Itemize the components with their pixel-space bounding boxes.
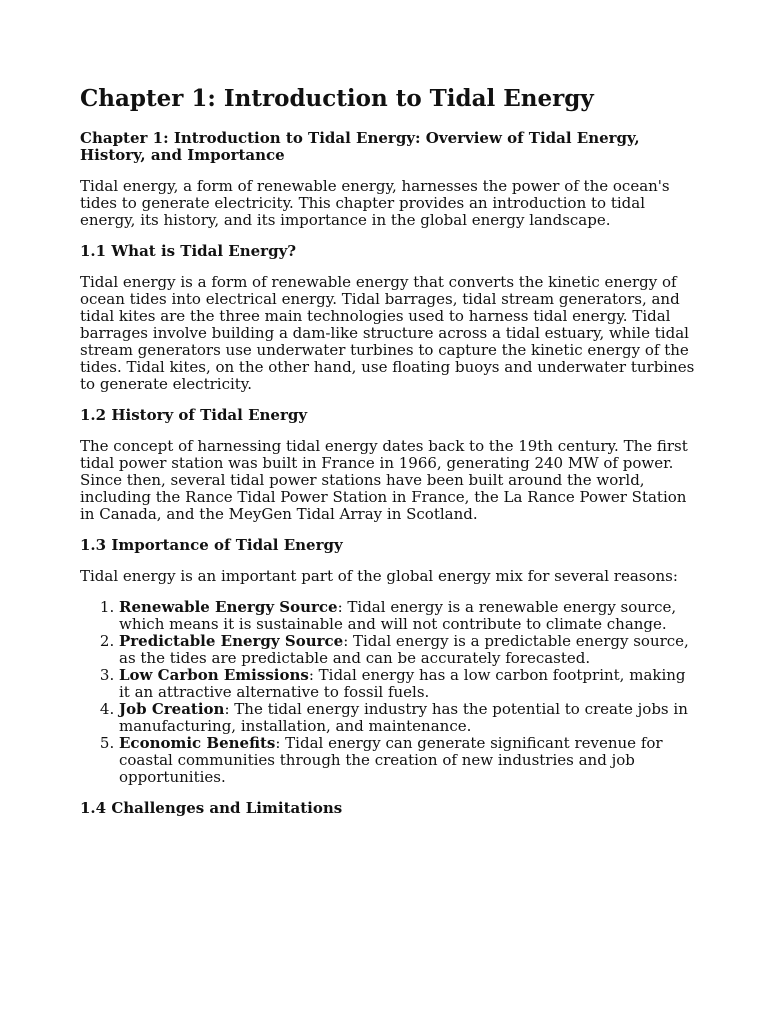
list-item-term: Job Creation [119, 700, 225, 718]
list-item-term: Renewable Energy Source [119, 598, 338, 616]
list-item [119, 735, 698, 786]
section-body-importance: Tidal energy is an important part of the global energy mix for several reasons: [80, 567, 678, 585]
list-item-term: Economic Benefits [119, 734, 276, 752]
chapter-subtitle: Chapter 1: Introduction to Tidal Energy: Overview of Tidal Energy, History, and Importance [80, 129, 640, 164]
list-item [119, 667, 698, 701]
section-heading-importance: 1.3 Importance of Tidal Energy [80, 536, 343, 554]
list-item-term: Predictable Energy Source [119, 632, 344, 650]
list-item-text: : Tidal energy has a low carbon footprint, making it an attractive alternative to fossil fuels. [119, 666, 686, 701]
list-item-text: : Tidal energy can generate significant revenue for coastal communities through the creation of new industries and job opportunities. [119, 734, 663, 786]
chapter-title: Chapter 1: Introduction to Tidal Energy [80, 85, 594, 112]
intro-paragraph: Tidal energy, a form of renewable energy, harnesses the power of the ocean's tides to generate electricity. This chapter provides an introduction to tidal energy, its history, and its importance in the global energy landscape. [80, 177, 670, 229]
list-item-term: Low Carbon Emissions [119, 666, 309, 684]
list-item [119, 701, 698, 735]
section-body-what-is: Tidal energy is a form of renewable energy that converts the kinetic energy of ocean tides into electrical energy. Tidal barrages, tidal stream generators, and tidal kites are the three main technologies used to harness tidal energy. Tidal barrages involve building a dam-like structure across a tidal estuary, while tidal stream generators use underwater turbines to capture the kinetic energy of the tides. Tidal kites, on the other hand, use floating buoys and underwater turbines to generate electricity. [80, 273, 695, 393]
list-item-text: : Tidal energy is a renewable energy source, which means it is sustainable and will not contribute to climate change. [119, 598, 677, 633]
list-item-text: : Tidal energy is a predictable energy source, as the tides are predictable and can be accurately forecasted. [119, 632, 689, 667]
list-item [119, 599, 698, 633]
section-heading-what-is: 1.1 What is Tidal Energy? [80, 242, 297, 260]
list-item [119, 633, 698, 667]
section-body-history: The concept of harnessing tidal energy dates back to the 19th century. The first tidal power station was built in France in 1966, generating 240 MW of power. Since then, several tidal power stations have been built around the world, including the Rance Tidal Power Station in France, the La Rance Power Station in Canada, and the MeyGen Tidal Array in Scotland. [80, 437, 688, 523]
section-heading-challenges: 1.4 Challenges and Limitations [80, 799, 343, 817]
reasons-list [80, 599, 698, 786]
list-item-text: : The tidal energy industry has the potential to create jobs in manufacturing, installation, and maintenance. [119, 700, 688, 735]
section-heading-history: 1.2 History of Tidal Energy [80, 406, 308, 424]
